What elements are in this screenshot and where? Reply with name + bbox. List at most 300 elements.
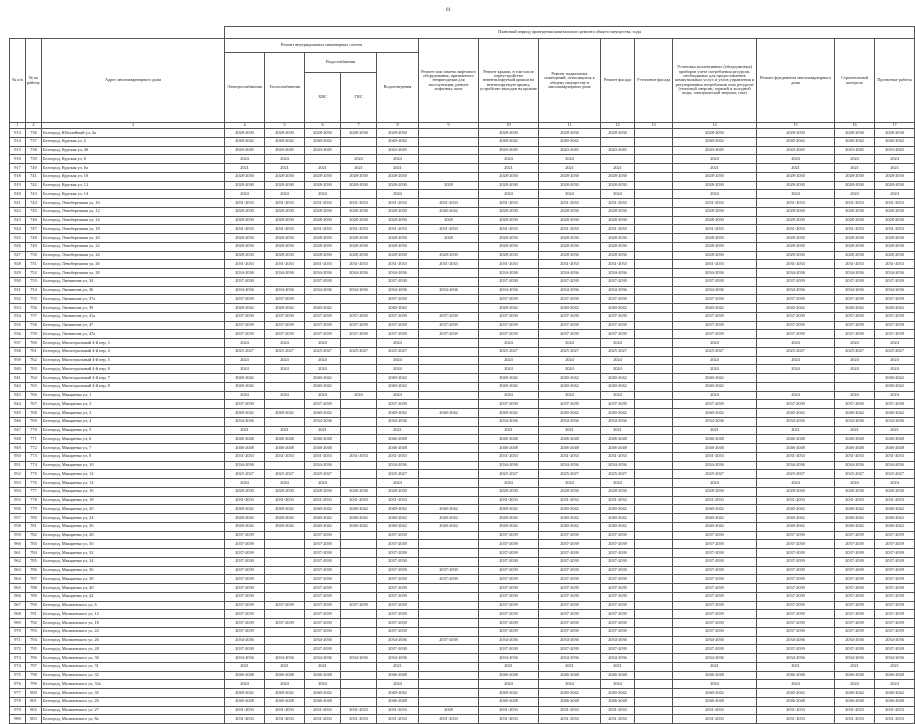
table-cell: 769 <box>26 417 42 426</box>
table-cell: 944 <box>10 400 26 409</box>
table-cell: 2034-2036 <box>341 654 377 663</box>
table-cell: 2031-2033 <box>341 260 377 269</box>
table-cell: 2024 <box>835 190 875 199</box>
table-cell: 2037-2039 <box>757 601 835 610</box>
table-cell: 2034-2036 <box>673 461 757 470</box>
table-cell: 2024 <box>377 339 419 348</box>
table-cell: 2040-2042 <box>601 689 635 698</box>
table-cell: 741 <box>26 172 42 181</box>
table-cell: 2037-2039 <box>601 400 635 409</box>
address-cell: Белгород, Макаренко ул, 28 <box>42 531 225 540</box>
table-cell: 939 <box>10 356 26 365</box>
table-row <box>10 216 915 225</box>
table-cell: 2028-2030 <box>479 172 539 181</box>
table-cell: 2034-2036 <box>479 461 539 470</box>
column-number: 7 <box>341 123 377 129</box>
table-cell: 2031-2033 <box>479 496 539 505</box>
table-cell: 2037-2039 <box>479 549 539 558</box>
table-cell: 2037-2039 <box>305 601 341 610</box>
table-cell: 2037-2039 <box>757 321 835 330</box>
table-cell: 2028-2030 <box>225 129 265 138</box>
table-cell: 2031-2033 <box>479 260 539 269</box>
table-cell: 2028-2030 <box>419 251 479 260</box>
table-cell: 2043-2045 <box>601 146 635 155</box>
table-cell: 2037-2039 <box>305 549 341 558</box>
table-cell: 2040-2042 <box>265 689 305 698</box>
address-cell: Белгород, Мальчевского ул, 8а <box>42 715 225 724</box>
table-cell: 2028-2030 <box>225 487 265 496</box>
table-cell: 2031-2033 <box>265 225 305 234</box>
table-cell: 972 <box>10 645 26 654</box>
table-cell: 2024 <box>305 391 341 400</box>
address-cell: Белгород, Макаренко ул, 20 <box>42 505 225 514</box>
table-cell: 2037-2039 <box>419 575 479 584</box>
table-cell: 2024 <box>601 680 635 689</box>
table-cell: 2046-2048 <box>539 697 601 706</box>
table-cell: 2040-2042 <box>539 522 601 531</box>
table-cell: 2037-2039 <box>377 321 419 330</box>
table-cell: 2028-2030 <box>539 172 601 181</box>
table-cell: 2031-2033 <box>377 706 419 715</box>
table-cell: 2040-2042 <box>305 522 341 531</box>
table-cell <box>635 321 673 330</box>
table-row <box>10 269 915 278</box>
table-cell: 2037-2039 <box>539 549 601 558</box>
table-cell <box>419 435 479 444</box>
table-cell: 2040-2042 <box>539 374 601 383</box>
table-cell: 2040-2042 <box>539 409 601 418</box>
table-row <box>10 347 915 356</box>
table-cell: 2024 <box>265 391 305 400</box>
table-cell <box>635 680 673 689</box>
table-cell: 2031-2033 <box>225 199 265 208</box>
table-row <box>10 689 915 698</box>
table-cell: 2024 <box>225 339 265 348</box>
table-cell: 2028-2030 <box>601 487 635 496</box>
table-row <box>10 444 915 453</box>
table-cell: 2031-2033 <box>479 199 539 208</box>
table-cell: 2046-2048 <box>673 671 757 680</box>
table-cell: 2046-2048 <box>835 671 875 680</box>
table-cell: 2037-2039 <box>757 566 835 575</box>
table-cell: 2037-2039 <box>539 566 601 575</box>
table-cell: 2037-2039 <box>225 540 265 549</box>
table-cell: 2037-2039 <box>265 601 305 610</box>
table-cell: 2037-2039 <box>673 584 757 593</box>
table-cell: 2040-2042 <box>377 522 419 531</box>
table-cell <box>419 452 479 461</box>
table-row <box>10 330 915 339</box>
table-cell: 2031-2033 <box>341 199 377 208</box>
table-cell: 2021 <box>265 662 305 671</box>
address-cell: Белгород, Макаренко ул, 30 <box>42 540 225 549</box>
table-cell: 757 <box>26 312 42 321</box>
table-cell: 2034-2036 <box>225 269 265 278</box>
table-cell: 2024 <box>835 479 875 488</box>
table-cell: 2028-2030 <box>539 242 601 251</box>
address-cell: Белгород, Магистральный 4-й пер, 3 <box>42 339 225 348</box>
table-row <box>10 129 915 138</box>
table-cell: 2028-2030 <box>265 172 305 181</box>
table-cell: 2040-2042 <box>673 137 757 146</box>
table-cell <box>419 645 479 654</box>
table-cell <box>305 155 341 164</box>
table-cell: 2040-2042 <box>835 409 875 418</box>
table-cell: 2025-2027 <box>265 470 305 479</box>
table-cell: 2028-2030 <box>673 216 757 225</box>
table-cell: 2034-2036 <box>757 286 835 295</box>
table-cell <box>635 400 673 409</box>
table-cell: 2046-2048 <box>875 435 915 444</box>
table-cell: 916 <box>10 155 26 164</box>
table-cell: 2031-2033 <box>479 706 539 715</box>
table-cell: 789 <box>26 592 42 601</box>
table-cell: 2040-2042 <box>673 409 757 418</box>
table-header <box>10 27 915 129</box>
address-cell: Белгород, Мальчевского ул, 31 <box>42 662 225 671</box>
table-cell: 2024 <box>835 365 875 374</box>
table-cell: 770 <box>26 426 42 435</box>
table-cell: 2028-2030 <box>757 242 835 251</box>
table-cell: 2028-2030 <box>601 216 635 225</box>
table-row <box>10 697 915 706</box>
table-row <box>10 706 915 715</box>
table-cell: 2034-2036 <box>341 269 377 278</box>
table-cell: 2034-2036 <box>835 636 875 645</box>
table-cell: 917 <box>10 164 26 173</box>
table-cell: 2024 <box>377 356 419 365</box>
table-cell: 2040-2042 <box>875 505 915 514</box>
table-row <box>10 654 915 663</box>
table-cell <box>635 312 673 321</box>
table-cell: 2037-2039 <box>377 549 419 558</box>
header-roof: Ремонт крыши, в том числе переустройство невентилируемой крыши на вентилируемую крышу, устройство выходов на кровлю <box>479 39 539 123</box>
table-cell: 926 <box>10 242 26 251</box>
table-cell: 2040-2042 <box>377 505 419 514</box>
table-cell: 2037-2039 <box>225 575 265 584</box>
table-cell: 2040-2042 <box>305 409 341 418</box>
table-cell: 2037-2039 <box>673 566 757 575</box>
table-cell: 2021 <box>341 164 377 173</box>
table-row <box>10 304 915 313</box>
table-cell: 2031-2033 <box>539 706 601 715</box>
address-cell: Белгород, Макаренко ул, 34 <box>42 557 225 566</box>
table-cell: 2040-2042 <box>225 304 265 313</box>
table-cell: 788 <box>26 584 42 593</box>
table-cell: 914 <box>10 137 26 146</box>
table-cell: 2025-2027 <box>673 470 757 479</box>
table-cell: 2024 <box>305 680 341 689</box>
table-cell: 2028-2030 <box>601 251 635 260</box>
table-cell <box>419 242 479 251</box>
address-cell: Белгород, Левобережная ул, 14 <box>42 216 225 225</box>
table-cell <box>341 417 377 426</box>
table-cell: 2034-2036 <box>479 286 539 295</box>
table-cell: 2037-2039 <box>835 295 875 304</box>
table-cell: 2034-2036 <box>225 417 265 426</box>
table-cell: 2040-2042 <box>419 207 479 216</box>
table-cell: 2024 <box>377 479 419 488</box>
table-cell: 2037-2039 <box>757 575 835 584</box>
table-cell: 2040-2042 <box>419 514 479 523</box>
table-cell: 802 <box>26 706 42 715</box>
table-cell: 2037-2039 <box>835 566 875 575</box>
address-cell: Белгород, Левобережная ул, 12 <box>42 207 225 216</box>
table-cell: 2034-2036 <box>479 654 539 663</box>
table-cell: 922 <box>10 207 26 216</box>
table-cell: 943 <box>10 391 26 400</box>
table-cell: 2024 <box>225 365 265 374</box>
table-cell: 2037-2039 <box>835 619 875 628</box>
table-cell <box>635 461 673 470</box>
table-cell: 2046-2048 <box>479 444 539 453</box>
table-cell: 2031-2033 <box>673 199 757 208</box>
table-cell: 2037-2039 <box>305 540 341 549</box>
table-cell: 2024 <box>539 365 601 374</box>
table-cell: 942 <box>10 382 26 391</box>
table-cell: 2021 <box>377 426 419 435</box>
table-cell: 2040-2042 <box>875 137 915 146</box>
table-cell: 2037-2039 <box>835 627 875 636</box>
table-cell: 2034-2036 <box>757 654 835 663</box>
table-cell: 2024 <box>305 339 341 348</box>
table-row <box>10 339 915 348</box>
table-cell: 2037-2039 <box>479 619 539 628</box>
table-cell: 2028-2030 <box>673 242 757 251</box>
table-cell: 2034-2036 <box>835 461 875 470</box>
table-cell: 2040-2042 <box>479 137 539 146</box>
table-cell: 2037-2039 <box>225 645 265 654</box>
table-row <box>10 391 915 400</box>
table-cell: 2040-2042 <box>673 689 757 698</box>
table-cell <box>419 592 479 601</box>
column-number: 2 <box>26 123 42 129</box>
table-cell: 953 <box>10 479 26 488</box>
table-cell: 2037-2039 <box>835 645 875 654</box>
table-cell <box>265 374 305 383</box>
table-cell: 2040-2042 <box>341 522 377 531</box>
table-cell <box>635 286 673 295</box>
table-cell: 2028-2030 <box>265 207 305 216</box>
table-cell: 2024 <box>225 479 265 488</box>
table-cell <box>265 575 305 584</box>
table-cell: 2037-2039 <box>377 566 419 575</box>
table-cell: 2037-2039 <box>835 321 875 330</box>
table-cell: 2024 <box>265 680 305 689</box>
header-sewer: Водоотведения <box>377 53 419 123</box>
table-cell: 2037-2039 <box>479 575 539 584</box>
address-cell: Белгород, Литвинова ул, 39 <box>42 304 225 313</box>
table-cell: 2046-2048 <box>225 671 265 680</box>
table-cell: 2034-2036 <box>305 654 341 663</box>
table-cell: 2028-2030 <box>835 216 875 225</box>
table-cell: 2031-2033 <box>419 260 479 269</box>
table-cell <box>419 374 479 383</box>
table-cell: 2031-2033 <box>875 225 915 234</box>
table-cell <box>305 295 341 304</box>
table-cell: 800 <box>26 689 42 698</box>
table-cell: 2037-2039 <box>377 645 419 654</box>
table-cell: 2031-2033 <box>305 225 341 234</box>
table-cell: 2028-2030 <box>539 251 601 260</box>
table-cell: 2025-2027 <box>875 347 915 356</box>
table-cell: 2037-2039 <box>539 619 601 628</box>
table-cell <box>635 426 673 435</box>
table-cell: 2034-2036 <box>601 417 635 426</box>
address-cell: Белгород, Макаренко ул, 4 <box>42 417 225 426</box>
address-cell: Белгород, Курская ул, 14 <box>42 190 225 199</box>
table-cell <box>635 549 673 558</box>
table-cell: 2021 <box>875 662 915 671</box>
table-cell: 2037-2039 <box>539 592 601 601</box>
table-cell: 2037-2039 <box>265 619 305 628</box>
table-cell: 2037-2039 <box>341 321 377 330</box>
table-cell: 2037-2039 <box>479 592 539 601</box>
table-cell: 936 <box>10 330 26 339</box>
table-cell: 2031-2033 <box>835 496 875 505</box>
table-cell: 2037-2039 <box>419 566 479 575</box>
address-cell: Белгород, Левобережная ул, 20 <box>42 234 225 243</box>
table-cell: 2028-2030 <box>757 216 835 225</box>
table-cell: 2031-2033 <box>539 260 601 269</box>
table-cell <box>419 689 479 698</box>
table-cell: 2024 <box>225 155 265 164</box>
table-cell <box>341 444 377 453</box>
table-cell: 2040-2042 <box>673 374 757 383</box>
table-cell: 751 <box>26 260 42 269</box>
header-lift: Ремонт или замена лифтового оборудования, признанного непригодным для эксплуатации, ремонт лифтовых шахт <box>419 39 479 123</box>
table-cell: 2028-2030 <box>479 251 539 260</box>
table-cell: 745 <box>26 207 42 216</box>
table-cell: 2028-2030 <box>601 181 635 190</box>
table-cell: 2028-2030 <box>225 172 265 181</box>
table-cell <box>635 225 673 234</box>
table-cell: 2034-2036 <box>377 636 419 645</box>
address-cell: Белгород, Левобережная ул, 22 <box>42 242 225 251</box>
table-cell: 2034-2036 <box>875 269 915 278</box>
table-cell: 2046-2048 <box>265 697 305 706</box>
table-cell <box>635 391 673 400</box>
table-cell: 2043-2045 <box>875 146 915 155</box>
table-cell: 2037-2039 <box>479 610 539 619</box>
address-cell: Белгород, Макаренко ул, 36 <box>42 566 225 575</box>
header-no: № п/п <box>10 39 26 123</box>
table-cell <box>635 164 673 173</box>
table-cell: 2037-2039 <box>479 277 539 286</box>
table-cell: 2043-2045 <box>305 146 341 155</box>
table-cell <box>419 654 479 663</box>
table-cell: 2037-2039 <box>673 601 757 610</box>
table-cell: 2031-2033 <box>265 706 305 715</box>
table-cell: 2037-2039 <box>225 312 265 321</box>
table-cell: 2046-2048 <box>757 435 835 444</box>
table-cell: 785 <box>26 557 42 566</box>
table-cell: 2031-2033 <box>539 715 601 724</box>
table-cell: 2031-2033 <box>601 715 635 724</box>
table-cell: 2021 <box>305 164 341 173</box>
address-cell: Белгород, Макаренко ул, 24 <box>42 514 225 523</box>
table-cell: 2046-2048 <box>305 697 341 706</box>
table-cell: 2028-2030 <box>341 129 377 138</box>
table-cell: 2031-2033 <box>225 715 265 724</box>
table-cell: 2028-2030 <box>225 207 265 216</box>
table-cell: 2028-2030 <box>225 181 265 190</box>
table-cell <box>419 172 479 181</box>
table-cell: 927 <box>10 251 26 260</box>
column-number: 17 <box>875 123 915 129</box>
table-row <box>10 260 915 269</box>
table-cell: 934 <box>10 312 26 321</box>
table-cell: 2037-2039 <box>539 540 601 549</box>
table-cell: 2037-2039 <box>305 645 341 654</box>
table-cell: 957 <box>10 514 26 523</box>
table-cell: 2021 <box>757 164 835 173</box>
table-cell: 2031-2033 <box>377 260 419 269</box>
table-cell: 784 <box>26 549 42 558</box>
table-cell: 2046-2048 <box>305 435 341 444</box>
table-cell: 2028-2030 <box>305 251 341 260</box>
table-cell: 2034-2036 <box>673 417 757 426</box>
table-cell: 2037-2039 <box>673 295 757 304</box>
table-cell: 755 <box>26 295 42 304</box>
repair-schedule-table <box>9 26 915 724</box>
table-row <box>10 479 915 488</box>
table-cell: 2028-2030 <box>875 487 915 496</box>
table-cell: 2024 <box>305 479 341 488</box>
table-cell <box>419 339 479 348</box>
table-cell: 2031-2033 <box>305 715 341 724</box>
table-cell: 791 <box>26 610 42 619</box>
table-cell: 2024 <box>875 155 915 164</box>
table-cell: 2040-2042 <box>225 409 265 418</box>
table-cell: 2024 <box>479 479 539 488</box>
table-cell: 2031-2033 <box>875 260 915 269</box>
table-cell: 2037-2039 <box>419 321 479 330</box>
table-cell: 2037-2039 <box>757 531 835 540</box>
table-cell: 2034-2036 <box>539 654 601 663</box>
table-cell <box>341 531 377 540</box>
table-cell: 2046-2048 <box>225 697 265 706</box>
table-cell <box>341 365 377 374</box>
table-cell <box>341 584 377 593</box>
table-cell: 2024 <box>757 356 835 365</box>
table-cell: 2024 <box>673 155 757 164</box>
table-cell: 951 <box>10 461 26 470</box>
table-cell: 2037-2039 <box>225 627 265 636</box>
table-row <box>10 234 915 243</box>
table-cell: 2021 <box>835 662 875 671</box>
table-cell: 2037-2039 <box>225 277 265 286</box>
column-number: 8 <box>377 123 419 129</box>
table-cell: 2037-2039 <box>875 531 915 540</box>
table-cell <box>635 155 673 164</box>
table-cell: 976 <box>10 680 26 689</box>
table-cell: 2028-2030 <box>265 251 305 260</box>
table-cell: 2028-2030 <box>479 242 539 251</box>
table-cell: 2031-2033 <box>305 260 341 269</box>
table-row <box>10 242 915 251</box>
table-cell: 2031-2033 <box>265 199 305 208</box>
table-cell <box>635 199 673 208</box>
table-cell <box>265 531 305 540</box>
table-cell: 2028-2030 <box>539 129 601 138</box>
table-cell: 2037-2039 <box>757 330 835 339</box>
table-cell: 2021 <box>479 662 539 671</box>
table-cell: 2037-2039 <box>875 601 915 610</box>
table-cell: 2031-2033 <box>875 452 915 461</box>
table-cell <box>265 584 305 593</box>
table-cell: 2046-2048 <box>757 444 835 453</box>
